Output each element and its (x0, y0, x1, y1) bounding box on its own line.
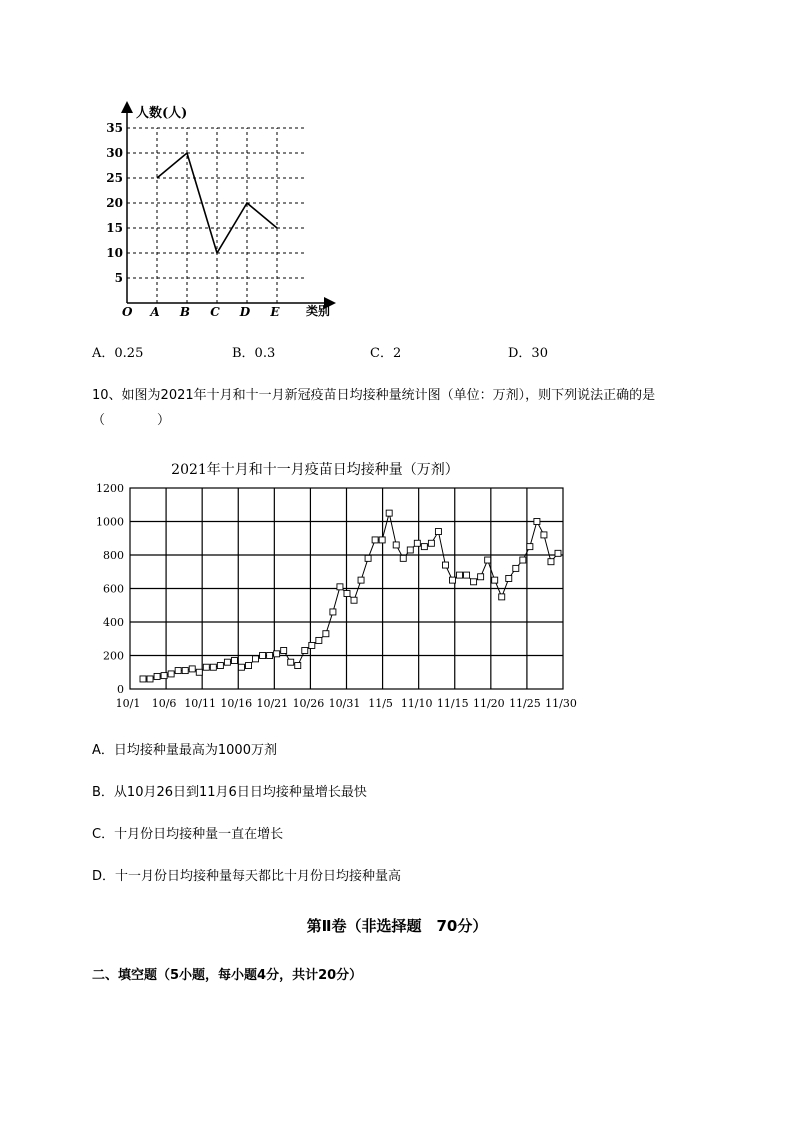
c2-point-marker (309, 642, 315, 648)
c2-point-marker (485, 557, 491, 563)
c1-x-tick-label: D (239, 305, 251, 319)
c2-point-marker (358, 577, 364, 583)
c2-point-marker (379, 537, 385, 543)
c2-point-marker (435, 529, 441, 535)
c2-point-marker (442, 562, 448, 568)
c2-point-marker (154, 673, 160, 679)
c1-x-tick-label: B (179, 305, 191, 319)
c2-x-tick-label: 10/26 (292, 697, 325, 710)
c2-title: 2021年十月和十一月疫苗日均接种量（万剂） (171, 462, 459, 478)
chart-vaccination (90, 455, 610, 720)
c2-point-marker (421, 544, 427, 550)
c2-point-marker (414, 540, 420, 546)
c2-point-marker (140, 676, 146, 682)
c2-point-marker (513, 565, 519, 571)
c2-point-marker (365, 555, 371, 561)
fill-in-heading: 二、填空题（5小题，每小题4分，共计20分） (92, 968, 363, 983)
c2-x-tick-label: 10/16 (220, 697, 253, 710)
c1-y-tick-label: 30 (106, 146, 123, 160)
c2-x-tick-label: 11/25 (509, 697, 541, 710)
c2-x-tick-label: 10/1 (115, 697, 141, 710)
c2-point-marker (196, 669, 202, 675)
q10-blank: （ ） (92, 413, 171, 428)
c2-x-tick-label: 10/31 (328, 697, 361, 710)
c2-point-marker (274, 651, 280, 657)
c2-point-marker (471, 579, 477, 585)
c2-x-tick-label: 11/15 (436, 697, 469, 710)
c2-point-marker (527, 544, 533, 550)
c2-y-tick-label: 1200 (96, 482, 124, 495)
c1-y-tick-label: 20 (106, 196, 123, 210)
c2-point-marker (506, 575, 512, 581)
c2-point-marker (231, 658, 237, 664)
c2-point-marker (217, 663, 223, 669)
c2-point-marker (534, 519, 540, 525)
c2-point-marker (464, 572, 470, 578)
c2-y-tick-label: 200 (103, 649, 124, 663)
c2-point-marker (393, 542, 399, 548)
c2-point-marker (260, 653, 266, 659)
c2-point-marker (295, 663, 301, 669)
c2-point-marker (386, 510, 392, 516)
q9-option-d[interactable]: D．30 (508, 346, 548, 361)
c1-x-tick-label: E (270, 305, 280, 319)
c2-point-marker (281, 647, 287, 653)
c2-point-marker (161, 673, 167, 679)
c2-point-marker (372, 537, 378, 543)
c2-point-marker (541, 532, 547, 538)
c2-point-marker (555, 550, 561, 556)
c1-x-tick-label: C (210, 305, 220, 319)
c2-point-marker (428, 540, 434, 546)
c1-y-tick-label: 35 (106, 121, 123, 135)
c2-point-marker (147, 676, 153, 682)
c2-point-marker (224, 659, 230, 665)
c2-point-marker (253, 656, 259, 662)
q9-option-c[interactable]: C．2 (370, 346, 402, 361)
c2-x-tick-label: 11/5 (368, 697, 393, 710)
chart-people-by-category (100, 95, 360, 330)
c1-x-label: 类别 (306, 304, 331, 318)
c2-point-marker (400, 555, 406, 561)
c2-point-marker (175, 668, 181, 674)
c2-point-marker (492, 577, 498, 583)
q10-option-c[interactable]: C．十月份日均接种量一直在增长 (92, 827, 284, 842)
c2-y-tick-label: 800 (103, 549, 124, 562)
q10-option-d[interactable]: D．十一月份日均接种量每天都比十月份日均接种量高 (92, 869, 402, 884)
c2-point-marker (548, 559, 554, 565)
c2-x-tick-label: 10/21 (256, 697, 289, 710)
c2-x-tick-label: 10/11 (184, 697, 217, 710)
c2-point-marker (344, 591, 350, 597)
c2-point-marker (407, 547, 413, 553)
c2-point-marker (330, 609, 336, 615)
c2-point-marker (457, 572, 463, 578)
c2-point-marker (203, 664, 209, 670)
c1-y-label: 人数(人) (136, 106, 188, 121)
c2-x-tick-label: 11/10 (400, 697, 433, 710)
c2-y-tick-label: 1000 (96, 515, 124, 529)
c2-point-marker (449, 577, 455, 583)
c2-point-marker (182, 668, 188, 674)
c2-x-tick-label: 11/30 (545, 697, 577, 710)
c2-point-marker (499, 594, 505, 600)
c1-x-tick-label: A (150, 305, 160, 319)
section-title: 第Ⅱ卷（非选择题 70分） (306, 917, 488, 935)
c2-point-marker (302, 647, 308, 653)
c2-y-tick-label: 400 (103, 616, 124, 629)
c2-point-marker (168, 671, 174, 677)
c1-y-tick-label: 25 (106, 171, 123, 185)
c2-point-marker (246, 663, 252, 669)
c2-point-marker (210, 664, 216, 670)
c1-y-tick-label: 15 (106, 221, 123, 235)
q10-stem: 10、如图为2021年十月和十一月新冠疫苗日均接种量统计图（单位：万剂），则下列说法正确的是 (92, 388, 656, 403)
c2-point-marker (267, 653, 273, 659)
q10-option-a[interactable]: A．日均接种量最高为1000万剂 (92, 743, 277, 758)
c1-y-tick-label: 10 (106, 246, 123, 260)
c2-y-tick-label: 600 (103, 582, 124, 596)
c2-x-tick-label: 10/6 (151, 697, 177, 710)
c2-point-marker (316, 637, 322, 643)
c2-series-line (143, 513, 558, 679)
c2-point-marker (189, 666, 195, 672)
c2-point-marker (337, 584, 343, 590)
c2-point-marker (351, 597, 357, 603)
c2-y-tick-label: 0 (117, 683, 124, 696)
c2-point-marker (478, 574, 484, 580)
c2-point-marker (238, 664, 244, 670)
c1-y-tick-label: 5 (114, 271, 123, 285)
q9-option-b[interactable]: B．0.3 (232, 346, 276, 361)
q10-option-b[interactable]: B．从10月26日到11月6日日均接种量增长最快 (92, 785, 367, 800)
c2-point-marker (288, 659, 294, 665)
c1-origin-label: O (122, 305, 133, 319)
c2-point-marker (323, 631, 329, 637)
c2-point-marker (520, 557, 526, 563)
q9-option-a[interactable]: A．0.25 (92, 346, 144, 361)
c2-x-tick-label: 11/20 (472, 697, 505, 710)
